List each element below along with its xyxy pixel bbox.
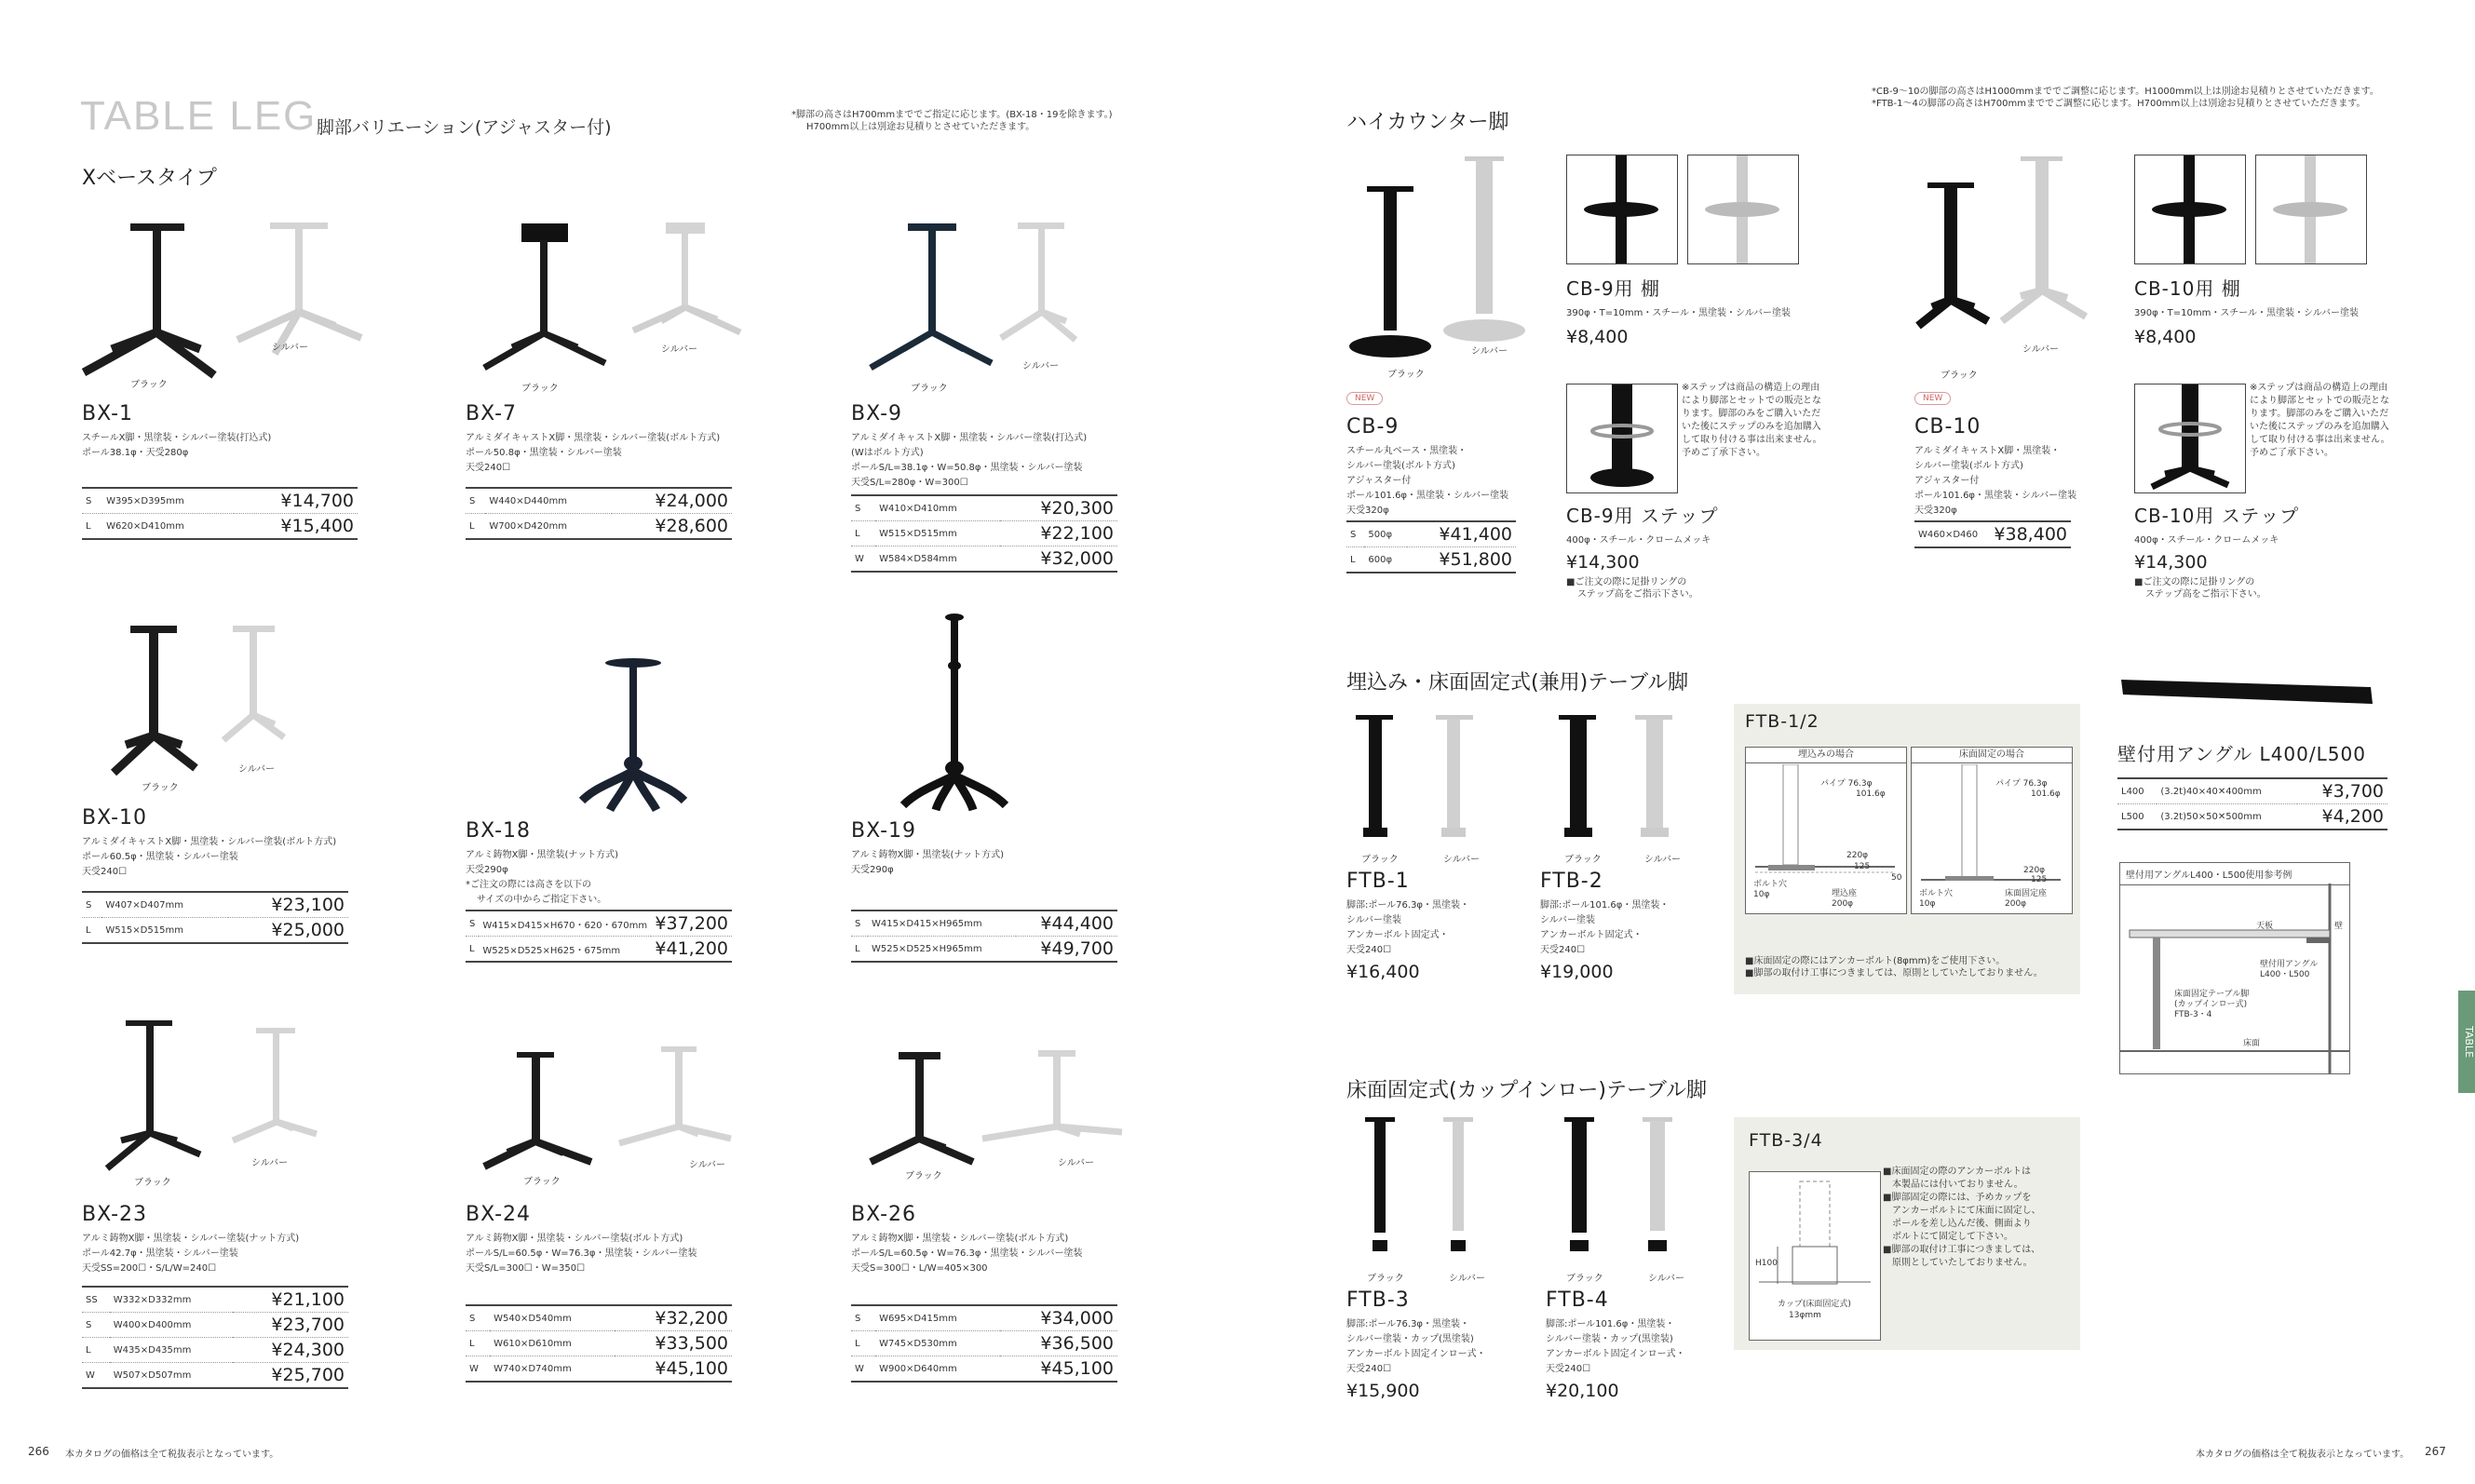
bx24-silver-label: シルバー: [689, 1160, 726, 1170]
cb10-shelf-silver-photo: [2255, 155, 2367, 264]
step-note: ※ステップは商品の構造上の理由 により脚部とセットでの販売とな ります。脚部のみをご購入いただ いた後にステップのみを追加購入 して取り付ける事は出来ません。 予めご了承下さい。: [1682, 383, 1822, 458]
bx18-image: [559, 652, 708, 819]
bx1-silver-label: シルバー: [272, 343, 309, 353]
cb10-price-table: [1914, 520, 2071, 548]
bx26-price-table: [851, 1304, 1117, 1383]
bx7-image: [466, 209, 782, 396]
bx1-black-label: ブラック: [130, 380, 168, 390]
table-row: S 500φ ¥41,400: [1346, 521, 1516, 547]
ftb4-silver-label: シルバー: [1648, 1274, 1685, 1284]
bx7-silver-label: シルバー: [661, 344, 698, 355]
model-name: BX-1: [82, 402, 134, 425]
table-row: W460×D460 ¥38,400: [1914, 521, 2071, 547]
bx23-block: BX-23 アルミ鋳物X脚・黒塗装・シルバー塗装(ナット方式) ポール42.7φ・黒塗装・シルバー塗装 天受SS=200☐・S/L/W=240☐ SS W332×D332mm ¥21,100 S W400×D400mm ¥23,700 L W435×D435mm ¥24,300 W W507×D507mm ¥25,700: [82, 1203, 352, 1389]
table-row: S W540×D540mm ¥32,200: [466, 1305, 732, 1331]
ftb1-block: FTB-1 脚部:ポール76.3φ・黒塗装・ シルバー塗装 アンカーボルト固定式・ 天受240☐ ¥16,400: [1346, 870, 1470, 982]
ftb2-block: FTB-2 脚部:ポール101.6φ・黒塗装・ シルバー塗装 アンカーボルト固定式・ 天受240☐ ¥19,000: [1540, 870, 1670, 982]
bx10-block: BX-10 アルミダイキャストX脚・黒塗装・シルバー塗装(ボルト方式) ポール60.5φ・黒塗装・シルバー塗装 天受240☐ S W407×D407mm ¥23,100 L W515×D515mm ¥25,000: [82, 806, 352, 944]
cb9-step-photo: [1566, 384, 1678, 493]
embed-case-diagram: 埋込みの場合 パイプ 76.3φ 101.6φ 220φ 125 50 ボルト穴 10φ 埋込座 200φ: [1745, 747, 1907, 914]
page-title-en: TABLE LEG: [80, 93, 318, 139]
bx23-black-label: ブラック: [134, 1178, 171, 1188]
cb9-shelf-block: CB-9用 棚 390φ・T=10mm・スチール・黒塗装・シルバー塗装 ¥8,400: [1566, 277, 1792, 347]
ftb2-black-label: ブラック: [1564, 855, 1602, 865]
right-footer: 本カタログの価格は全て税抜表示となっています。: [2196, 1450, 2410, 1460]
bx26-silver-label: シルバー: [1058, 1158, 1095, 1168]
cb10-silver-label: シルバー: [2022, 344, 2060, 355]
bx23-silver-label: シルバー: [251, 1158, 289, 1168]
ftb1-silver-label: シルバー: [1443, 855, 1481, 865]
ftb1-black-label: ブラック: [1361, 855, 1399, 865]
table-row: L W515×D515mm ¥25,000: [82, 918, 348, 944]
section-x-base: Xベースタイプ: [82, 167, 217, 190]
right-page-number: 267: [2425, 1445, 2446, 1458]
bx1-block: BX-1 スチールX脚・黒塗装・シルバー塗装(打込式) ポール38.1φ・天受280φ S W395×D395mm ¥14,700 L W620×D410mm ¥15,400: [82, 402, 361, 540]
bx9-price-table: [851, 494, 1117, 573]
table-row: L W525×D525×H625・675mm ¥41,200: [466, 937, 732, 963]
ftb34-diagram-box: FTB-3/4 H100 カップ(床面固定式) 13φmm ■床面固定の際のアンカーボルトは 本製品には付いておりません。 ■脚部固定の際には、予めカップを アンカーボルトにて床面に固定し、 ポールを差し込んだ後、側面より ボルトにて固定して下さい。 ■脚部の取付け工事につきましては、 原則としていたしておりません。: [1734, 1117, 2080, 1350]
ftb12-diagram-box: FTB-1/2 埋込みの場合 パイプ 76.3φ 101.6φ 220φ 125 50 ボルト穴 10φ 埋込座 200φ 床面固定の場合 パイプ 76.3φ 101.6φ 220φ 125 ボルト穴 10φ 床面固定座 200φ ■床面固定の際にはアンカーボルト(8φmm)をご使用下さい。 ■脚部の取付け工事につきましては、原則としていたしておりません。: [1734, 704, 2080, 994]
bx10-image: [93, 614, 317, 801]
wall-angle-block: 壁付用アングル L400/L500 L400 (3.2t)40×40✕400mm ¥3,700 L500 (3.2t)50×50✕500mm ¥4,200: [2117, 739, 2387, 830]
bx18-price-table: [466, 910, 732, 963]
table-row: SS W332×D332mm ¥21,100: [82, 1287, 348, 1313]
table-row: L400 (3.2t)40×40✕400mm ¥3,700: [2117, 778, 2387, 804]
table-row: W W507×D507mm ¥25,700: [82, 1363, 348, 1389]
cb9-price-table: [1346, 520, 1516, 573]
cb10-black-label: ブラック: [1941, 371, 1978, 381]
cup-diagram: H100 カップ(床面固定式) 13φmm: [1749, 1171, 1881, 1341]
right-header-note: *CB-9〜10の脚部の高さはH1000mmまででご調整に応じます。H1000mm以上は別途お見積りとさせていただきます。 *FTB-1〜4の脚部の高さはH700mmまででご調整に応じます。H700mm以上は別途お見積りとさせていただきます。: [1872, 87, 2379, 109]
cb10-new-badge: NEW: [1914, 392, 1951, 405]
cb9-silver-label: シルバー: [1471, 346, 1508, 357]
angle-usage-diagram: 壁付用アングルL400・L500使用参考例 壁 天板 壁付用アングル L400・L500 床面固定テーブル脚 (カップインロー式) FTB-3・4 床面: [2119, 862, 2350, 1074]
ftb34-notes: ■床面固定の際のアンカーボルトは 本製品には付いておりません。 ■脚部固定の際には、予めカップを アンカーボルトにて床面に固定し、 ポールを差し込んだ後、側面より ボルトにて固定して下さい。 ■脚部の取付け工事につきましては、 原則としていたしておりません。: [1883, 1167, 2041, 1268]
table-row: W W740×D740mm ¥45,100: [466, 1356, 732, 1383]
table-row: L W435×D435mm ¥24,300: [82, 1338, 348, 1363]
cb10-shelf-black-photo: [2134, 155, 2246, 264]
table-row: L W745×D530mm ¥36,500: [851, 1331, 1117, 1356]
table-row: S W415×D415×H670・620・670mm ¥37,200: [466, 911, 732, 937]
bx24-block: BX-24 アルミ鋳物X脚・黒塗装・シルバー塗装(ボルト方式) ポールS/L=60.5φ・W=76.3φ・黒塗装・シルバー塗装 天受S/L=300☐・W=350☐ S W540×D540mm ¥32,200 L W610×D610mm ¥33,500 W W740×D740mm ¥45,100: [466, 1203, 736, 1383]
cb9-shelf-silver-photo: [1687, 155, 1799, 264]
bx10-silver-label: シルバー: [238, 764, 276, 775]
table-row: W W900×D640mm ¥45,100: [851, 1356, 1117, 1383]
table-row: W W584×D584mm ¥32,000: [851, 546, 1117, 573]
table-row: S W410×D410mm ¥20,300: [851, 495, 1117, 521]
bx10-black-label: ブラック: [142, 783, 179, 793]
bx9-block: BX-9 アルミダイキャストX脚・黒塗装・シルバー塗装(打込式) (Wはボルト方式) ポールS/L=38.1φ・W=50.8φ・黒塗装・シルバー塗装 天受S/L=280φ・W=300☐ S W410×D410mm ¥20,300 L W515×D515mm ¥22,100 W W584×D584mm ¥32,000: [851, 402, 1121, 573]
bx9-silver-label: シルバー: [1022, 361, 1060, 371]
bx19-image: [894, 610, 1043, 824]
ftb4-block: FTB-4 脚部:ポール101.6φ・黒塗装・ シルバー塗装・カップ(黒塗装) アンカーボルト固定インロー式・ 天受240☐ ¥20,100: [1546, 1288, 1685, 1401]
table-row: L W525×D525×H965mm ¥49,700: [851, 937, 1117, 963]
header-note: *脚部の高さはH700mmまででご指定に応じます。(BX-18・19を除きます。) H700mm以上は別途お見積りとさせていただきます。: [791, 110, 1113, 132]
cb10-step-block: CB-10用 ステップ 400φ・スチール・クロームメッキ ¥14,300 ■ご注文の際に足掛リングの ステップ高をご指示下さい。: [2134, 505, 2300, 600]
left-page-number: 266: [28, 1445, 49, 1458]
bx18-block: BX-18 アルミ鋳物X脚・黒塗装(ナット方式) 天受290φ *ご注文の際には高さを以下の サイズの中からご指定下さい。 S W415×D415×H670・620・670mm ¥37,200 L W525×D525×H625・675mm ¥41,200: [466, 819, 736, 963]
table-row: S W407×D407mm ¥23,100: [82, 892, 348, 918]
ftb2-silver-label: シルバー: [1644, 855, 1682, 865]
section-ftb34: 床面固定式(カップインロー)テーブル脚: [1346, 1079, 1707, 1102]
table-row: L500 (3.2t)50×50✕500mm ¥4,200: [2117, 804, 2387, 830]
bx9-black-label: ブラック: [911, 384, 948, 394]
wall-angle-image: [2119, 676, 2399, 713]
ftb4-black-label: ブラック: [1566, 1274, 1603, 1284]
table-row: S W440×D440mm ¥24,000: [466, 488, 732, 514]
bx1-image: [74, 209, 428, 396]
step-note-2: ※ステップは商品の構造上の理由 により脚部とセットでの販売とな ります。脚部のみをご購入いただ いた後にステップのみを追加購入 して取り付ける事は出来ません。 予めご了承下さい。: [2250, 383, 2390, 458]
bx26-black-label: ブラック: [905, 1171, 942, 1181]
table-row: S W415×D415×H965mm ¥44,400: [851, 911, 1117, 937]
table-row: L W700×D420mm ¥28,600: [466, 514, 732, 540]
cb9-new-badge: NEW: [1346, 392, 1383, 405]
bx26-image: [852, 1041, 1150, 1190]
bx24-black-label: ブラック: [523, 1177, 561, 1187]
ftb3-block: FTB-3 脚部:ポール76.3φ・黒塗装・ シルバー塗装・カップ(黒塗装) アンカーボルト固定インロー式・ 天受240☐ ¥15,900: [1346, 1288, 1486, 1401]
angle-price-table: [2117, 777, 2387, 830]
bx7-price-table: [466, 487, 732, 540]
cb9-block: CB-9 スチール丸ベース・黒塗装・ シルバー塗装(ボルト方式) アジャスター付 ポール101.6φ・黒塗装・シルバー塗装 天受320φ S 500φ ¥41,400 L 600φ ¥51,800: [1346, 415, 1514, 573]
table-row: S W400×D400mm ¥23,700: [82, 1313, 348, 1338]
bx19-price-table: [851, 910, 1117, 963]
floor-fixed-diagram: 床面固定の場合 パイプ 76.3φ 101.6φ 220φ 125 ボルト穴 10φ 床面固定座 200φ: [1911, 747, 2073, 914]
cb9-black-label: ブラック: [1387, 370, 1425, 380]
ftb3-silver-label: シルバー: [1449, 1274, 1486, 1284]
ftb34-image: [1346, 1113, 1700, 1270]
cb10-shelf-block: CB-10用 棚 390φ・T=10mm・スチール・黒塗装・シルバー塗装 ¥8,400: [2134, 277, 2360, 347]
table-row: L W515×D515mm ¥22,100: [851, 521, 1117, 546]
bx24-price-table: [466, 1304, 732, 1383]
section-ftb12: 埋込み・床面固定式(兼用)テーブル脚: [1346, 671, 1689, 695]
bx1-price-table: [82, 487, 358, 540]
cb10-step-photo: [2134, 384, 2246, 493]
bx23-price-table: [82, 1286, 348, 1389]
bx26-block: BX-26 アルミ鋳物X脚・黒塗装・シルバー塗装(ボルト方式) ポールS/L=60.5φ・W=76.3φ・黒塗装・シルバー塗装 天受S=300☐・L/W=405×300 S W695×D415mm ¥34,000 L W745×D530mm ¥36,500 W W900×D640mm ¥45,100: [851, 1203, 1121, 1383]
table-row: S W395×D395mm ¥14,700: [82, 488, 358, 514]
ftb3-black-label: ブラック: [1367, 1274, 1404, 1284]
cb10-block: CB-10 アルミダイキャストX脚・黒塗装・ シルバー塗装(ボルト方式) アジャスター付 ポール101.6φ・黒塗装・シルバー塗装 天受320φ W460×D460 ¥38,400: [1914, 415, 2101, 548]
side-tab: TABLE: [2458, 991, 2475, 1093]
page-title-jp: 脚部バリエーション(アジャスター付): [317, 117, 612, 138]
table-row: L W610×D610mm ¥33,500: [466, 1331, 732, 1356]
bx7-block: BX-7 アルミダイキャストX脚・黒塗装・シルバー塗装(ボルト方式) ポール50.8φ・黒塗装・シルバー塗装 天受240☐ S W440×D440mm ¥24,000 L W700×D420mm ¥28,600: [466, 402, 736, 540]
bx10-price-table: [82, 891, 348, 944]
bx9-image: [852, 209, 1169, 396]
bx19-block: BX-19 アルミ鋳物X脚・黒塗装(ナット方式) 天受290φ S W415×D415×H965mm ¥44,400 L W525×D525×H965mm ¥49,700: [851, 819, 1121, 963]
table-row: S W695×D415mm ¥34,000: [851, 1305, 1117, 1331]
cb9-step-block: CB-9用 ステップ 400φ・スチール・クロームメッキ ¥14,300 ■ご注文の際に足掛リングの ステップ高をご指示下さい。: [1566, 505, 1719, 600]
table-row: L W620×D410mm ¥15,400: [82, 514, 358, 540]
left-footer: 本カタログの価格は全て税抜表示となっています。: [65, 1450, 279, 1460]
bx7-black-label: ブラック: [521, 384, 559, 394]
cb9-shelf-black-photo: [1566, 155, 1678, 264]
cb9-image: [1341, 149, 1536, 363]
table-row: L 600φ ¥51,800: [1346, 547, 1516, 573]
bx23-image: [84, 1015, 345, 1182]
cb10-image: [1909, 149, 2095, 363]
ftb12-image: [1346, 711, 1700, 851]
section-high-counter: ハイカウンター脚: [1346, 111, 1509, 134]
